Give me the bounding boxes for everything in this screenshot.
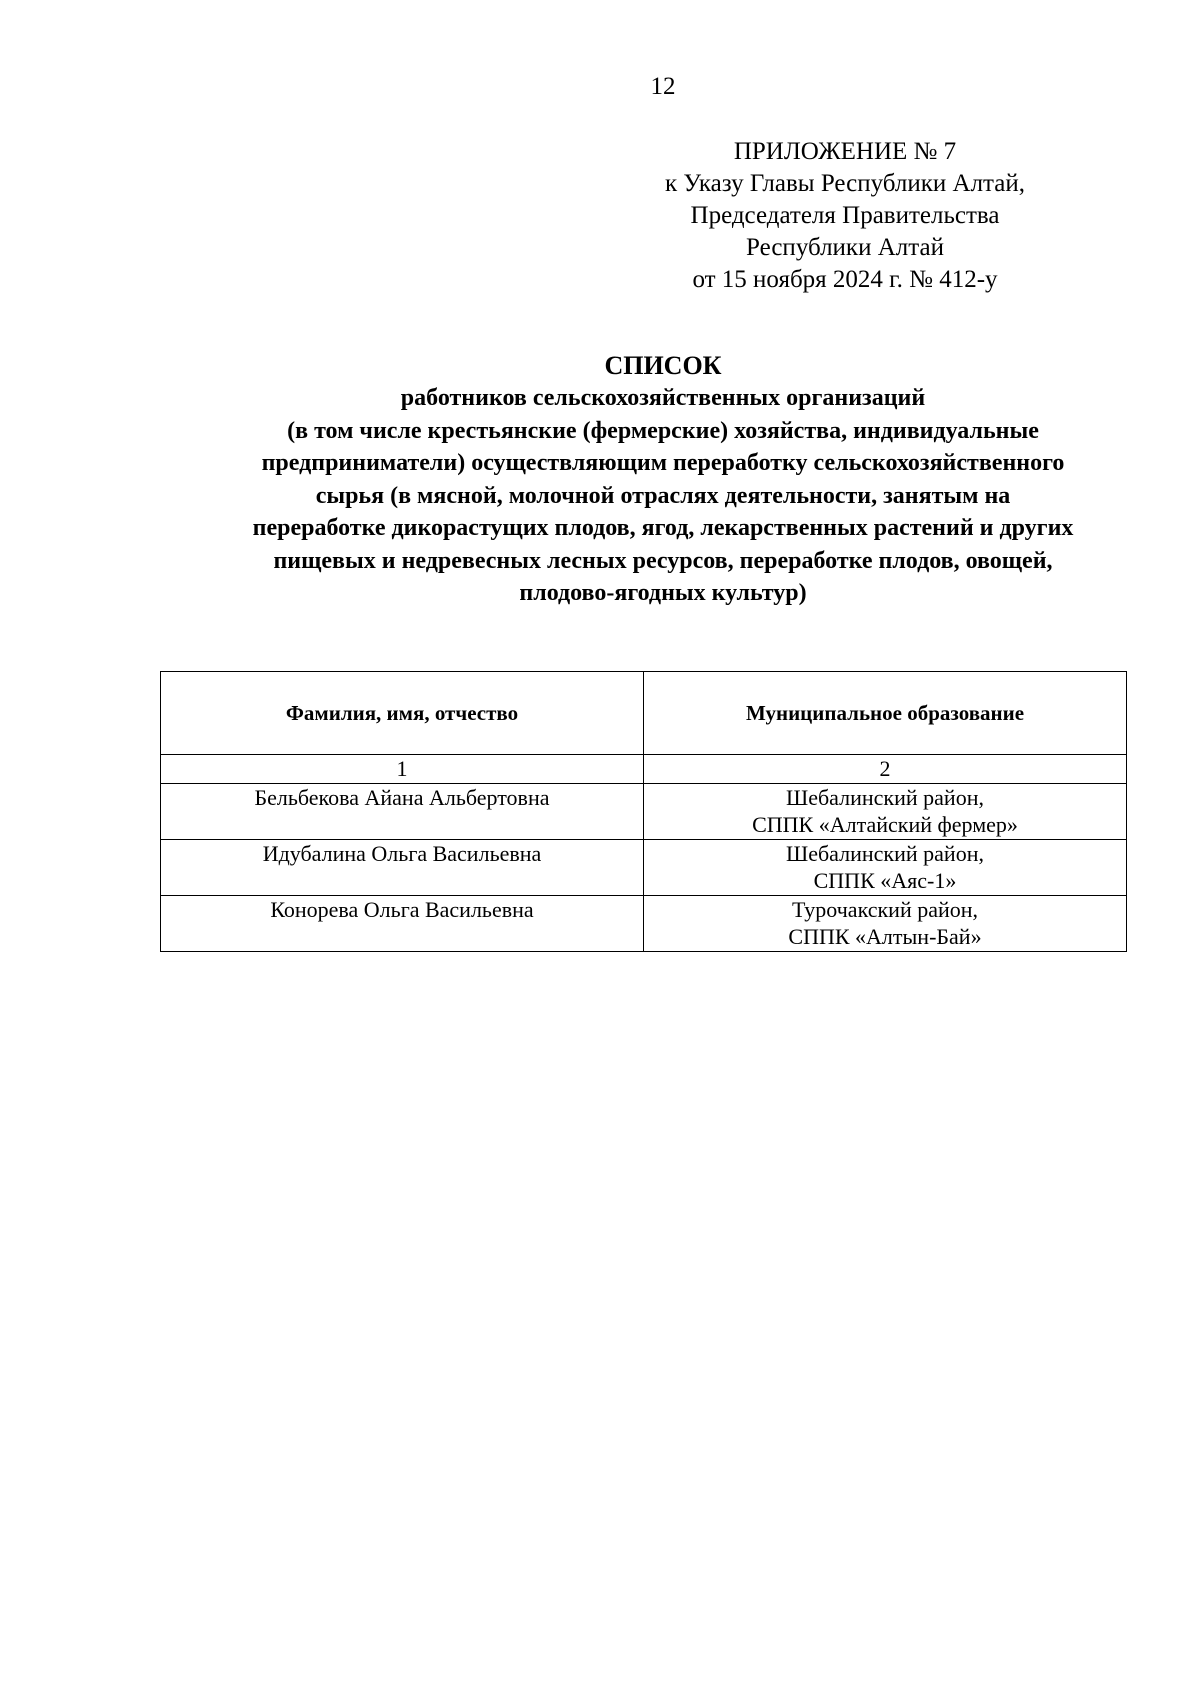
appendix-number: ПРИЛОЖЕНИЕ № 7	[733, 138, 957, 165]
appendix-line: Республики Алтай	[746, 234, 944, 261]
header-full-name: Фамилия, имя, отчество	[161, 672, 644, 755]
district: Шебалинский район,	[786, 785, 984, 810]
column-number-row	[161, 755, 1127, 784]
district: Шебалинский район,	[786, 841, 984, 866]
subtitle-line: (в том числе крестьянские (фермерские) хозяйства, индивидуальные	[287, 417, 1039, 444]
cell-full-name	[161, 784, 644, 840]
workers-table	[160, 671, 1127, 952]
appendix-block	[620, 136, 1070, 296]
table-row	[161, 784, 1127, 840]
table-row	[161, 896, 1127, 952]
subtitle-line: пищевых и недревесных лесных ресурсов, переработке плодов, овощей,	[273, 547, 1053, 574]
column-number: 1	[161, 755, 644, 784]
cell-municipality	[644, 896, 1127, 952]
header-municipality: Муниципальное образование	[644, 672, 1127, 755]
cell-full-name	[161, 896, 644, 952]
cell-municipality	[644, 840, 1127, 896]
subtitle-line: переработке дикорастущих плодов, ягод, лекарственных растений и других	[252, 515, 1074, 541]
full-name: Идубалина Ольга Васильевна	[262, 841, 542, 866]
column-number: 2	[644, 755, 1127, 784]
full-name: Конорева Ольга Васильевна	[270, 897, 534, 922]
subtitle-line: предприниматели) осуществляющим переработку сельскохозяйственного	[261, 450, 1065, 476]
organization: СППК «Алтын-Бай»	[788, 924, 982, 949]
district: Турочакский район,	[791, 897, 979, 922]
table-header-row	[161, 672, 1127, 755]
cell-municipality	[644, 784, 1127, 840]
subtitle-line: плодово-ягодных культур)	[519, 580, 807, 606]
subtitle-line: работников сельскохозяйственных организаций	[400, 385, 926, 411]
appendix-date: от 15 ноября 2024 г. № 412-у	[692, 266, 998, 293]
list-subtitle	[100, 382, 1200, 610]
page-number: 12	[650, 73, 676, 100]
organization: СППК «Аяс-1»	[813, 868, 957, 893]
appendix-line: Председателя Правительства	[690, 202, 1000, 229]
appendix-line: к Указу Главы Республики Алтай,	[664, 170, 1025, 197]
list-title: СПИСОК	[604, 351, 722, 380]
table-row	[161, 840, 1127, 896]
subtitle-line: сырья (в мясной, молочной отраслях деятельности, занятым на	[315, 482, 1011, 509]
organization: СППК «Алтайский фермер»	[752, 812, 1018, 837]
full-name: Бельбекова Айана Альбертовна	[254, 785, 550, 810]
cell-full-name	[161, 840, 644, 896]
